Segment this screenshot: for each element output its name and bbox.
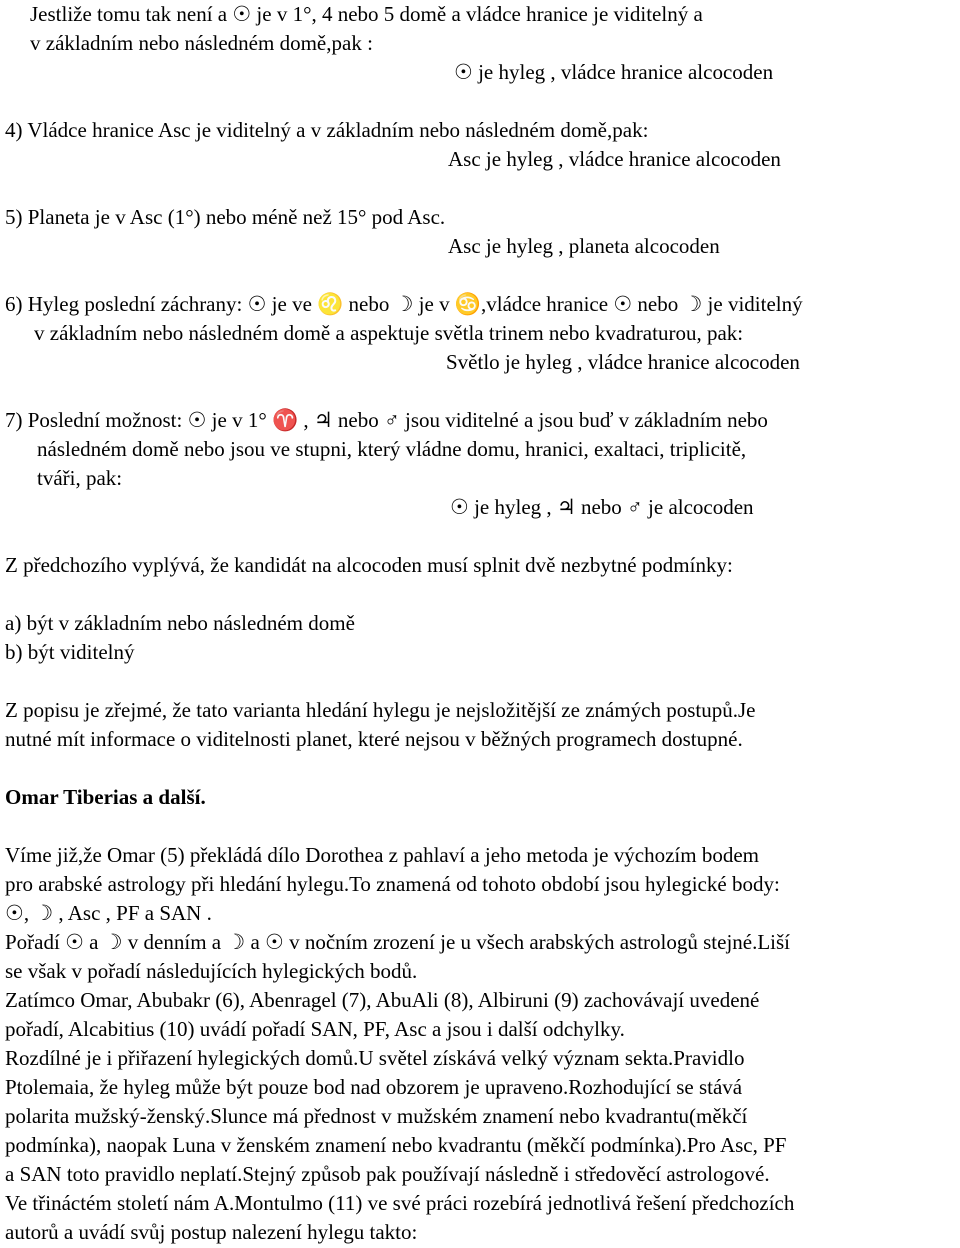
- text-line: tváři, pak:: [37, 466, 123, 490]
- text-line: 7) Poslední možnost: ☉ je v 1° ♈ , ♃ nebo ♂ jsou viditelné a jsou buď v základním nebo: [5, 408, 768, 432]
- text-line: ☉ je hyleg , vládce hranice alcocoden: [454, 60, 774, 84]
- text-line: v základním nebo následném domě,pak :: [30, 31, 373, 55]
- text-line: se však v pořadí následujících hylegických bodů.: [5, 959, 418, 983]
- text-line: a SAN toto pravidlo neplatí.Stejný způsob pak používají následně i středověcí astrologové.: [5, 1162, 770, 1186]
- text-line: Ve třináctém století nám A.Montulmo (11) ve své práci rozebírá jednotlivá řešení předchozích: [5, 1191, 795, 1215]
- text-line: b) být viditelný: [5, 640, 135, 664]
- text-line: 5) Planeta je v Asc (1°) nebo méně než 15° pod Asc.: [5, 205, 446, 229]
- text-line: Asc je hyleg , planeta alcocoden: [448, 234, 720, 258]
- text-line: Asc je hyleg , vládce hranice alcocoden: [448, 147, 781, 171]
- text-line: podmínka), naopak Luna v ženském znamení nebo kvadrantu (měkčí podmínka).Pro Asc, PF: [5, 1133, 787, 1157]
- text-line: Víme již,že Omar (5) překládá dílo Dorothea z pahlaví a jeho metoda je výchozím bodem: [5, 843, 759, 867]
- text-line: ☉ je hyleg , ♃ nebo ♂ je alcocoden: [450, 495, 754, 519]
- text-line: autorů a uvádí svůj postup nalezení hylegu takto:: [5, 1220, 418, 1244]
- text-line: pro arabské astrology při hledání hylegu.To znamená od tohoto období jsou hylegické body:: [5, 872, 780, 896]
- text-line: ☉, ☽ , Asc , PF a SAN .: [5, 901, 212, 925]
- section-heading: Omar Tiberias a další.: [5, 785, 206, 809]
- text-line: Rozdílné je i přiřazení hylegických domů.U světel získává velký význam sekta.Pravidlo: [5, 1046, 745, 1070]
- text-line: Z popisu je zřejmé, že tato varianta hledání hylegu je nejsložitější ze známých postupů.Je: [5, 698, 756, 722]
- text-line: v základním nebo následném domě a aspektuje světla trinem nebo kvadraturou, pak:: [34, 321, 744, 345]
- text-line: nutné mít informace o viditelnosti planet, které nejsou v běžných programech dostupné.: [5, 727, 743, 751]
- text-line: a) být v základním nebo následném domě: [5, 611, 355, 635]
- text-line: Pořadí ☉ a ☽ v denním a ☽ a ☉ v nočním zrození je u všech arabských astrologů stejné.Liší: [5, 930, 791, 954]
- text-line: pořadí, Alcabitius (10) uvádí pořadí SAN, PF, Asc a jsou i další odchylky.: [5, 1017, 625, 1041]
- text-line: Z předchozího vyplývá, že kandidát na alcocoden musí splnit dvě nezbytné podmínky:: [5, 553, 733, 577]
- text-line: Světlo je hyleg , vládce hranice alcocoden: [446, 350, 800, 374]
- text-line: následném domě nebo jsou ve stupni, který vládne domu, hranici, exaltaci, triplicitě,: [37, 437, 747, 461]
- text-line: 6) Hyleg poslední záchrany: ☉ je ve ♌ nebo ☽ je v ♋,vládce hranice ☉ nebo ☽ je viditelný: [5, 292, 803, 316]
- text-line: polarita mužský-ženský.Slunce má přednost v mužském znamení nebo kvadrantu(měkčí: [5, 1104, 748, 1128]
- text-line: Jestliže tomu tak není a ☉ je v 1°, 4 nebo 5 domě a vládce hranice je viditelný a: [30, 2, 703, 26]
- text-line: Ptolemaia, že hyleg může být pouze bod nad obzorem je upraveno.Rozhodující se stává: [5, 1075, 743, 1099]
- text-line: Zatímco Omar, Abubakr (6), Abenragel (7), AbuAli (8), Albiruni (9) zachovávají uvedené: [5, 988, 760, 1012]
- text-line: 4) Vládce hranice Asc je viditelný a v základním nebo následném domě,pak:: [5, 118, 649, 142]
